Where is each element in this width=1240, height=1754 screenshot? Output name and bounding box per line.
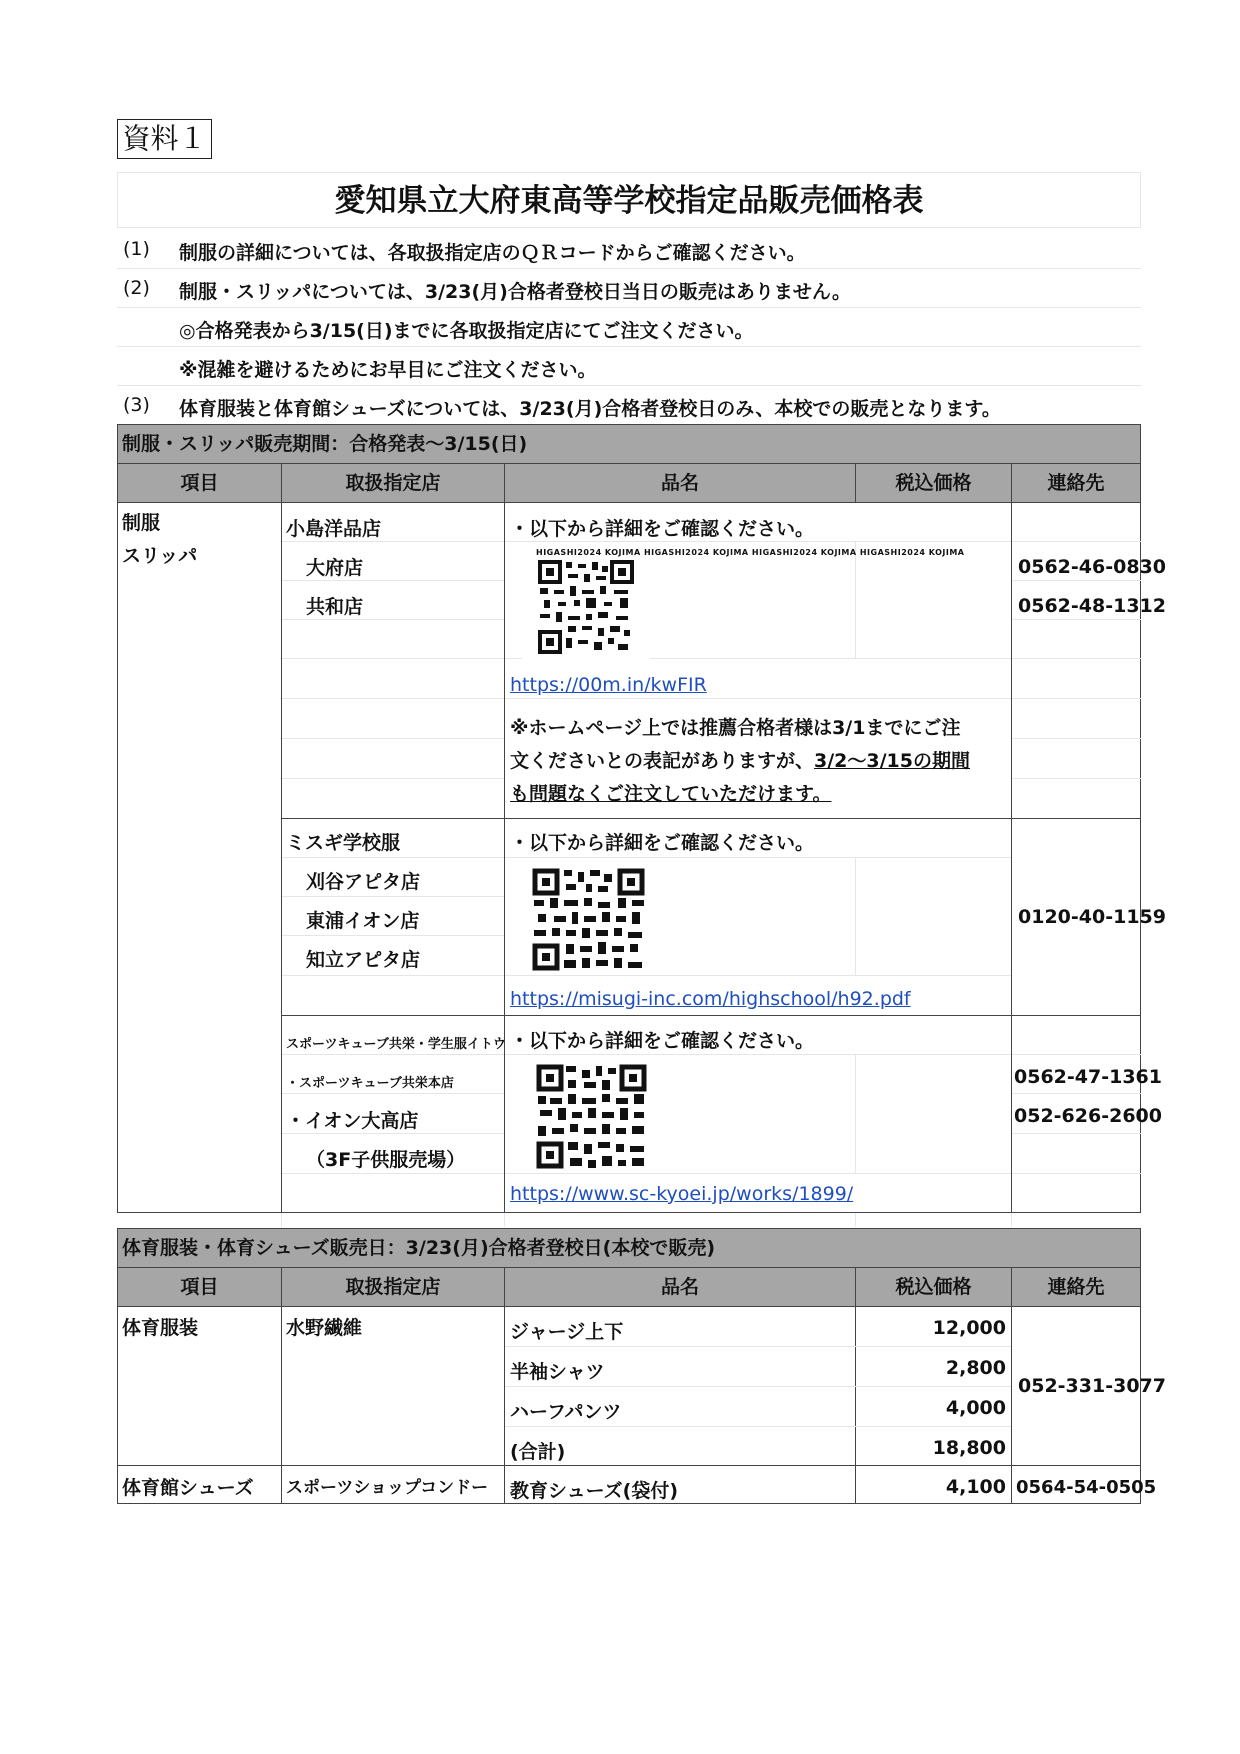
store-misugi: ミスギ学校服 — [286, 832, 401, 854]
column-header-contact: 連絡先 — [1011, 1267, 1141, 1307]
phone-kojima-obu: 0562-46-0830 — [1018, 556, 1166, 578]
note-4 — [117, 346, 1141, 386]
phone-mizuno-seni: 052-331-3077 — [1018, 1375, 1166, 1397]
phone-kojima-kyowa: 0562-48-1312 — [1018, 595, 1166, 617]
section1-heading: 制服・スリッパ販売期間：合格発表～3/15(日) — [117, 424, 1141, 464]
product-price: 4,100 — [945, 1476, 1006, 1498]
misugi-url-link[interactable]: https://misugi-inc.com/highschool/h92.pdf — [510, 988, 911, 1010]
product-name: ジャージ上下 — [510, 1321, 624, 1343]
category-gym-shoes: 体育館シューズ — [122, 1477, 254, 1499]
column-header-product: 品名 — [504, 1267, 856, 1307]
column-header-item: 項目 — [117, 463, 282, 503]
product-total-price: 18,800 — [932, 1437, 1006, 1459]
store-floor: （3F子供服売場） — [306, 1149, 466, 1171]
note-number: (3) — [123, 394, 150, 416]
phone-misugi: 0120-40-1159 — [1018, 906, 1166, 928]
note-2 — [117, 268, 1141, 308]
note-number: (2) — [123, 277, 150, 299]
page-title: 愛知県立大府東高等学校指定品販売価格表 — [117, 172, 1141, 228]
store-branch: 刈谷アピタ店 — [306, 871, 421, 893]
category-uniform: 制服 — [122, 512, 161, 534]
store-mizuno-seni: 水野繊維 — [286, 1317, 363, 1339]
product-price: 4,000 — [945, 1397, 1006, 1419]
note-text: 制服の詳細については、各取扱指定店のＱＲコードからご確認ください。 — [179, 242, 806, 264]
store-branch: ・スポーツキューブ共栄本店 — [286, 1076, 454, 1091]
note-text: 体育服装と体育館シューズについては、3/23(月)合格者登校日のみ、本校での販売となります。 — [179, 398, 1001, 420]
confirm-text: ・以下から詳細をご確認ください。 — [510, 518, 815, 540]
qr-code-misugi — [532, 868, 648, 972]
column-header-price: 税込価格 — [855, 463, 1012, 503]
product-name: 教育シューズ(袋付) — [510, 1480, 679, 1502]
product-total-label: (合計) — [510, 1441, 566, 1463]
product-name: ハーフパンツ — [510, 1401, 622, 1423]
kojima-url-link[interactable]: https://00m.in/kwFIR — [510, 674, 707, 696]
document-label: 資料１ — [117, 119, 212, 159]
column-header-store: 取扱指定店 — [281, 1267, 505, 1307]
column-header-store: 取扱指定店 — [281, 463, 505, 503]
column-header-contact: 連絡先 — [1011, 463, 1141, 503]
note-text: 制服・スリッパについては、3/23(月)合格者登校日当日の販売はありません。 — [179, 281, 851, 303]
product-price: 2,800 — [945, 1357, 1006, 1379]
store-branch: 共和店 — [306, 596, 364, 618]
column-header-product: 品名 — [504, 463, 856, 503]
phone-aeon-odaka: 052-626-2600 — [1014, 1105, 1162, 1127]
note-3 — [117, 307, 1141, 347]
column-header-item: 項目 — [117, 1267, 282, 1307]
category-pe-wear: 体育服装 — [122, 1317, 199, 1339]
qr-code-sports-cube — [536, 1064, 648, 1170]
kojima-remark-line3: も問題なくご注文していただけます。 — [510, 783, 832, 805]
remark-text: 文くださいとの表記がありますが、 — [510, 750, 815, 772]
phone-sports-cube-main: 0562-47-1361 — [1014, 1066, 1162, 1088]
section2-heading: 体育服装・体育シューズ販売日：3/23(月)合格者登校日(本校で販売) — [117, 1228, 1141, 1268]
store-sports-cube: スポーツキューブ共栄・学生服イトウ — [286, 1037, 506, 1052]
store-sports-shop-kondo: スポーツショップコンドー — [286, 1478, 489, 1498]
store-branch: ・イオン大高店 — [286, 1110, 419, 1132]
remark-underlined: 3/2～3/15の期間 — [814, 750, 970, 772]
product-price: 12,000 — [932, 1317, 1006, 1339]
confirm-text: ・以下から詳細をご確認ください。 — [510, 832, 815, 854]
qr-code-kojima — [522, 546, 965, 668]
note-number: (1) — [123, 238, 150, 260]
note-1 — [117, 229, 1141, 269]
category-slippers: スリッパ — [122, 545, 198, 567]
column-header-price: 税込価格 — [855, 1267, 1012, 1307]
store-branch: 知立アピタ店 — [306, 949, 421, 971]
kojima-remark-line1: ※ホームページ上では推薦合格者様は3/1までにご注 — [510, 717, 961, 739]
kojima-remark-line2 — [510, 746, 970, 773]
note-5 — [117, 385, 1141, 424]
note-text: ◎合格発表から3/15(日)までに各取扱指定店にてご注文ください。 — [179, 320, 754, 342]
store-branch: 東浦イオン店 — [306, 910, 420, 932]
qr-caption: HIGASHI2024 KOJIMA HIGASHI2024 KOJIMA HIGASHI2024 KOJIMA HIGASHI2024 KOJIMA — [536, 548, 965, 557]
product-name: 半袖シャツ — [510, 1361, 605, 1383]
note-text: ※混雑を避けるためにお早目にご注文ください。 — [179, 359, 597, 381]
sports-cube-url-link[interactable]: https://www.sc-kyoei.jp/works/1899/ — [510, 1183, 854, 1205]
confirm-text: ・以下から詳細をご確認ください。 — [510, 1030, 815, 1052]
phone-sports-shop-kondo: 0564-54-0505 — [1016, 1477, 1157, 1498]
store-kojima: 小島洋品店 — [286, 518, 382, 540]
store-branch: 大府店 — [306, 557, 364, 579]
